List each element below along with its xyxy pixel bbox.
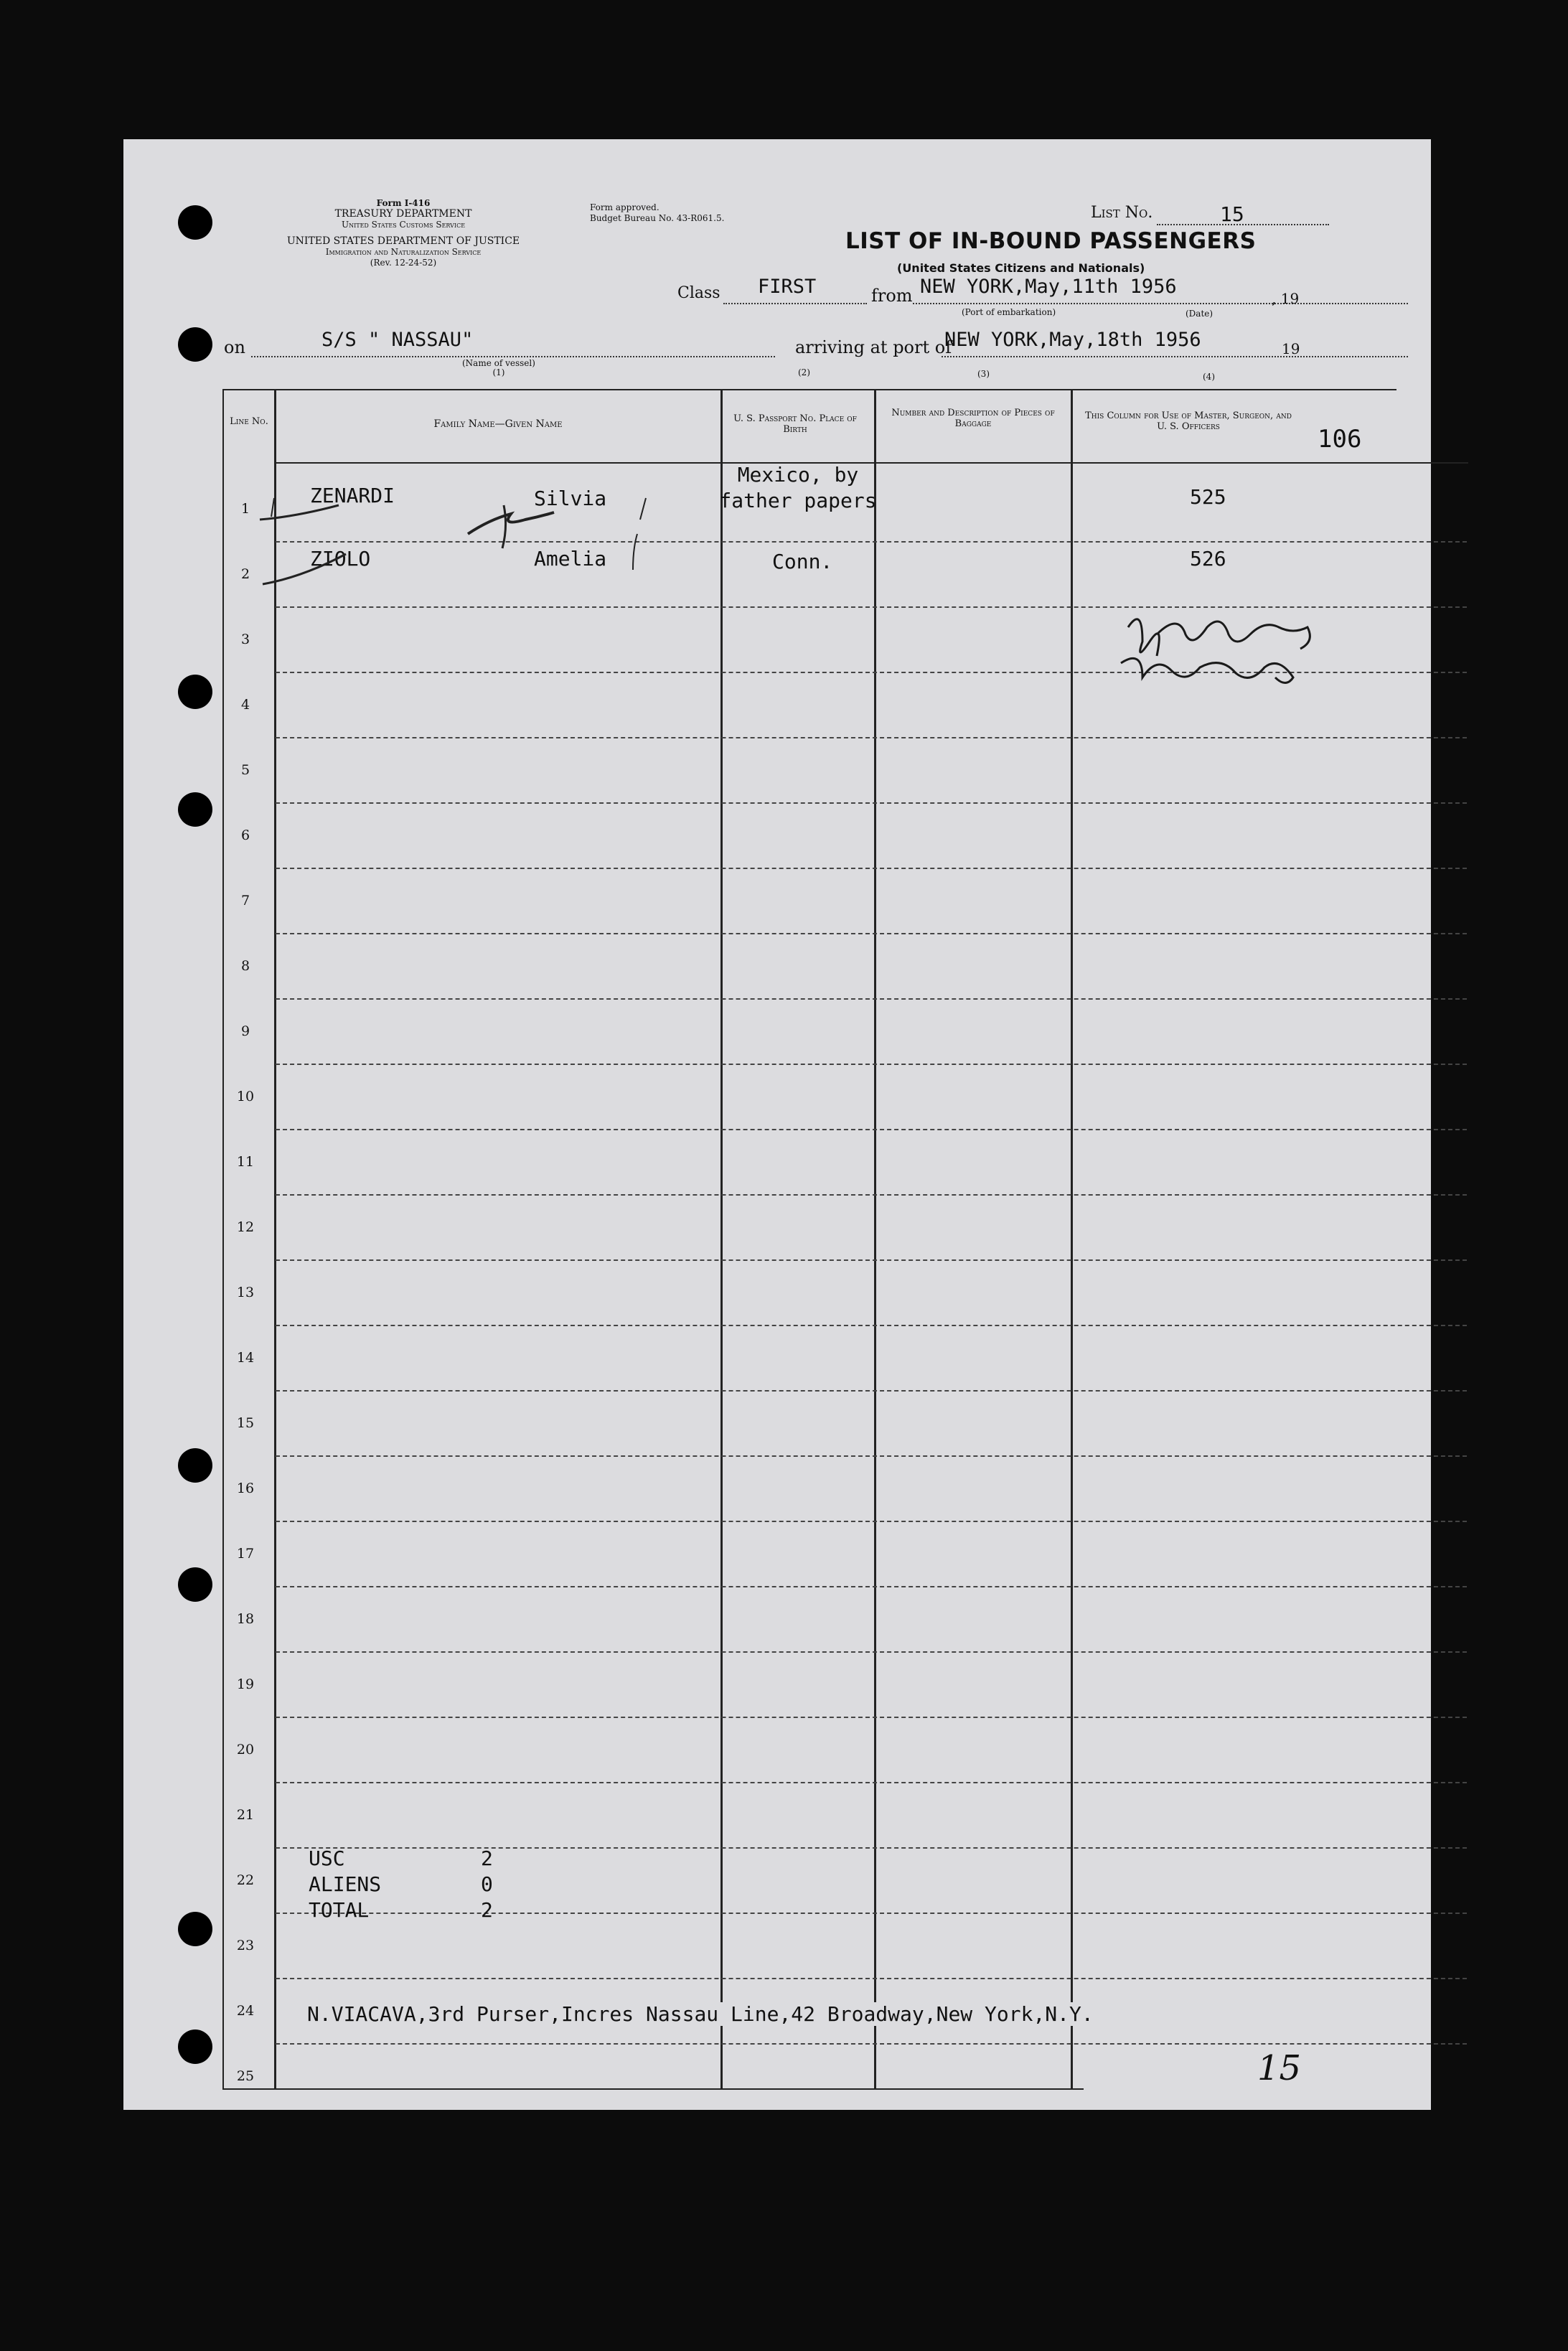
embark-caption: (Port of embarkation) bbox=[962, 307, 1056, 317]
agency-customs: United States Customs Service bbox=[341, 220, 466, 230]
arriving-label: arriving at port of bbox=[795, 337, 952, 357]
row-divider bbox=[276, 868, 1467, 869]
check-marks bbox=[253, 477, 654, 591]
passenger-family-name: ZENARDI bbox=[310, 484, 395, 507]
year-suffix-2: 19 bbox=[1282, 340, 1300, 357]
year-suffix-1: , 19 bbox=[1272, 290, 1300, 307]
row-divider bbox=[276, 1586, 1467, 1587]
row-divider bbox=[276, 998, 1467, 1000]
line-number: 13 bbox=[236, 1285, 255, 1300]
row-divider bbox=[276, 1194, 1467, 1196]
line-number: 25 bbox=[236, 2068, 255, 2084]
from-label: from bbox=[871, 286, 913, 306]
passenger-given-name: Silvia bbox=[534, 487, 607, 510]
handwritten-count: 15 bbox=[1257, 2048, 1302, 2088]
line-number: 20 bbox=[236, 1742, 255, 1758]
summary-total-label: TOTAL bbox=[309, 1898, 370, 1922]
line-number: 21 bbox=[236, 1807, 255, 1823]
row-divider bbox=[276, 933, 1467, 934]
header-name: Family Name—Given Name bbox=[433, 418, 563, 430]
binder-hole bbox=[178, 792, 212, 827]
arriving-value: NEW YORK,May,18th 1956 bbox=[944, 329, 1201, 351]
row-divider bbox=[276, 1913, 1467, 1914]
line-number: 4 bbox=[240, 697, 250, 713]
row-divider bbox=[276, 802, 1467, 804]
form-sheet bbox=[123, 139, 1431, 2110]
row-divider bbox=[276, 1325, 1467, 1326]
col-2-marker: (2) bbox=[798, 367, 810, 377]
header-baggage: Number and Description of Pieces of Baggage bbox=[891, 408, 1055, 429]
line-number: 8 bbox=[240, 958, 250, 974]
line-number: 1 bbox=[240, 501, 250, 517]
row-divider bbox=[276, 1064, 1467, 1065]
line-number: 14 bbox=[236, 1350, 255, 1366]
line-number: 16 bbox=[236, 1480, 255, 1496]
row-divider bbox=[276, 1390, 1467, 1392]
summary-total-value: 2 bbox=[481, 1898, 493, 1922]
binder-hole bbox=[178, 2029, 212, 2064]
line-number: 10 bbox=[236, 1089, 255, 1104]
line-number: 2 bbox=[240, 566, 250, 582]
row-divider bbox=[276, 1259, 1467, 1261]
list-no-label: List No. bbox=[1091, 204, 1153, 222]
row-divider bbox=[276, 1651, 1467, 1653]
budget-bureau: Budget Bureau No. 43-R061.5. bbox=[590, 213, 725, 223]
vessel-caption: (Name of vessel) (1) bbox=[462, 358, 535, 377]
from-value: NEW YORK,May,11th 1956 bbox=[920, 276, 1177, 298]
row-divider bbox=[276, 1717, 1467, 1718]
line-number: 7 bbox=[240, 893, 250, 909]
page-subtitle: (United States Citizens and Nationals) bbox=[897, 261, 1145, 275]
line-number: 24 bbox=[236, 2003, 255, 2019]
form-revision: (Rev. 12-24-52) bbox=[370, 258, 437, 268]
binder-hole bbox=[178, 1912, 212, 1946]
agency-treasury: TREASURY DEPARTMENT bbox=[334, 208, 472, 220]
agency-ins: Immigration and Naturalization Service bbox=[325, 247, 482, 257]
header-line-no: Line No. bbox=[230, 416, 268, 427]
class-value: FIRST bbox=[758, 276, 817, 298]
row-divider bbox=[276, 1129, 1467, 1130]
line-number: 18 bbox=[236, 1611, 255, 1627]
line-number: 6 bbox=[240, 827, 250, 843]
line-number: 15 bbox=[236, 1415, 255, 1431]
line-number: 19 bbox=[236, 1676, 255, 1692]
row-divider bbox=[276, 1847, 1467, 1849]
line-number: 9 bbox=[240, 1023, 250, 1039]
summary-aliens-value: 0 bbox=[481, 1872, 493, 1896]
passenger-given-name: Amelia bbox=[534, 547, 607, 571]
approval-block bbox=[590, 202, 724, 224]
line-number: 5 bbox=[240, 762, 250, 778]
passenger-number: 526 bbox=[1190, 547, 1226, 571]
header-passport: U. S. Passport No. Place of Birth bbox=[733, 413, 857, 435]
binder-hole bbox=[178, 205, 212, 240]
line-number: 22 bbox=[236, 1872, 255, 1888]
header-officers: This Column for Use of Master, Surgeon, and U. S. Officers bbox=[1085, 410, 1292, 432]
class-label: Class bbox=[677, 284, 720, 302]
agency-block bbox=[238, 198, 568, 268]
binder-hole bbox=[178, 1448, 212, 1483]
summary-aliens-label: ALIENS bbox=[309, 1872, 382, 1896]
summary-values bbox=[481, 1846, 493, 1923]
purser-line: N.VIACAVA,3rd Purser,Incres Nassau Line,42 Broadway,New York,N.Y. bbox=[307, 2002, 1094, 2026]
binder-hole bbox=[178, 1567, 212, 1602]
passenger-birthplace: Mexico, by father papers bbox=[719, 463, 877, 512]
form-number: Form I-416 bbox=[376, 198, 431, 208]
col-3-marker: (3) bbox=[977, 369, 990, 379]
summary-usc-value: 2 bbox=[481, 1846, 493, 1870]
line-number: 17 bbox=[236, 1546, 255, 1562]
row-divider bbox=[276, 2043, 1467, 2045]
summary-usc-label: USC bbox=[309, 1846, 345, 1870]
summary-labels bbox=[309, 1846, 381, 1923]
binder-hole bbox=[178, 327, 212, 362]
line-number: 23 bbox=[236, 1938, 255, 1953]
vessel-name: S/S " NASSAU" bbox=[321, 329, 474, 351]
col-4-marker: (4) bbox=[1203, 372, 1215, 382]
page-title: LIST OF IN-BOUND PASSENGERS bbox=[845, 228, 1257, 254]
binder-hole bbox=[178, 675, 212, 709]
row-divider bbox=[276, 1782, 1467, 1783]
passenger-number: 525 bbox=[1190, 485, 1226, 509]
row-divider bbox=[276, 1978, 1467, 1979]
list-no-value: 15 bbox=[1220, 202, 1244, 226]
passenger-family-name: ZIOLO bbox=[310, 547, 371, 571]
row-divider bbox=[276, 1455, 1467, 1457]
date-caption: (Date) bbox=[1186, 309, 1213, 319]
line-number: 11 bbox=[236, 1154, 255, 1170]
agency-justice: UNITED STATES DEPARTMENT OF JUSTICE bbox=[286, 235, 520, 247]
row-divider bbox=[276, 737, 1467, 738]
form-approved: Form approved. bbox=[590, 202, 659, 212]
passenger-birthplace: Conn. bbox=[772, 550, 833, 573]
line-number: 12 bbox=[236, 1219, 255, 1235]
on-label: on bbox=[224, 337, 245, 357]
line-number: 3 bbox=[240, 632, 250, 647]
page-number: 106 bbox=[1318, 425, 1362, 454]
row-divider bbox=[276, 1521, 1467, 1522]
officer-signature bbox=[1114, 599, 1329, 692]
